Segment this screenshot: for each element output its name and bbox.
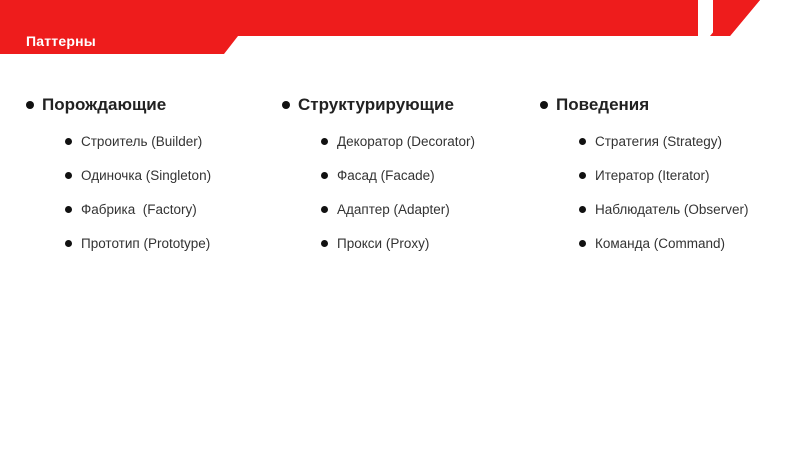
bullet-icon [579, 172, 586, 179]
list-item-label: Строитель (Builder) [81, 133, 203, 149]
list-item-label: Наблюдатель (Observer) [595, 201, 749, 217]
bullet-icon [321, 206, 328, 213]
page-title: Паттерны [26, 33, 96, 49]
category-title: Поведения [556, 95, 650, 114]
list-item [321, 131, 475, 151]
list-item [65, 199, 211, 219]
pattern-list [321, 131, 475, 253]
list-item [579, 131, 748, 151]
list-item-label: Адаптер (Adapter) [337, 201, 450, 217]
bullet-icon [26, 101, 34, 109]
list-item-label: Итератор (Iterator) [595, 167, 710, 183]
bullet-icon [579, 206, 586, 213]
list-item-label: Одиночка (Singleton) [81, 167, 212, 183]
bullet-icon [65, 172, 72, 179]
column-behavioral [540, 94, 748, 267]
pattern-list [65, 131, 211, 253]
list-item-label: Команда (Command) [595, 235, 726, 251]
list-item [579, 165, 748, 185]
column-structural [282, 94, 475, 267]
bullet-icon [579, 138, 586, 145]
bullet-icon [321, 240, 328, 247]
bullet-icon [321, 138, 328, 145]
list-item-label: Прототип (Prototype) [81, 235, 211, 251]
category-heading [540, 94, 748, 116]
list-item [65, 233, 211, 253]
title-bar [0, 0, 800, 60]
column-creational [26, 94, 211, 267]
list-item-label: Прокси (Proxy) [337, 235, 430, 251]
pattern-list [579, 131, 748, 253]
bullet-icon [65, 206, 72, 213]
bullet-icon [321, 172, 328, 179]
list-item [321, 233, 475, 253]
bullet-icon [65, 138, 72, 145]
list-item [579, 233, 748, 253]
category-title: Порождающие [42, 95, 167, 114]
category-title: Структурирующие [298, 95, 454, 114]
bullet-icon [540, 101, 548, 109]
category-heading [282, 94, 475, 116]
bullet-icon [65, 240, 72, 247]
bullet-icon [579, 240, 586, 247]
list-item [65, 131, 211, 151]
header-band [0, 0, 760, 54]
list-item [321, 199, 475, 219]
bullet-icon [282, 101, 290, 109]
list-item-label: Декоратор (Decorator) [337, 133, 475, 149]
list-item-label: Стратегия (Strategy) [595, 133, 722, 149]
list-item [579, 199, 748, 219]
title-bar-shape [0, 0, 800, 60]
list-item-label: Фабрика (Factory) [81, 201, 197, 217]
category-heading [26, 94, 211, 116]
list-item [321, 165, 475, 185]
list-item-label: Фасад (Facade) [337, 167, 435, 183]
list-item [65, 165, 211, 185]
